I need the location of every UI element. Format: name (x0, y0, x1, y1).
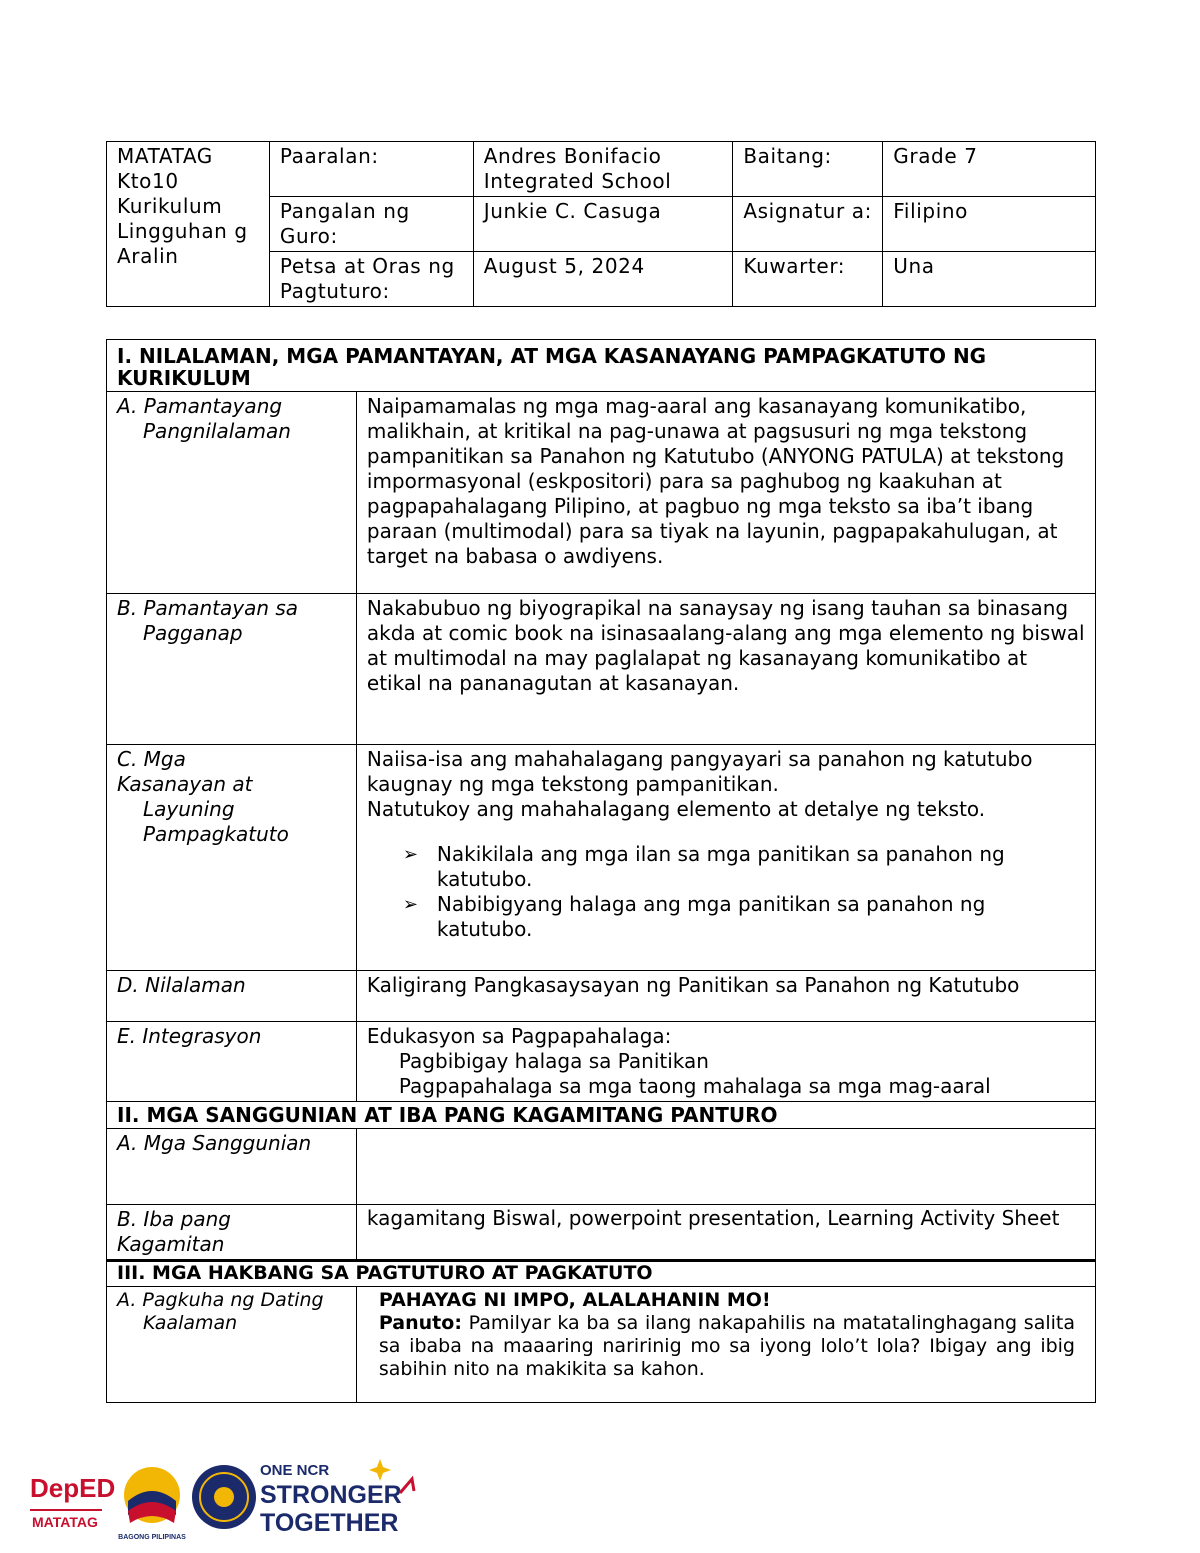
date-label: Petsa at Oras ng Pagtuturo: (269, 252, 473, 307)
row-text-integrasyon (356, 1022, 1095, 1102)
quarter-value: Una (883, 252, 1096, 307)
list-item: ➢ Nakikilala ang mga ilan sa mga panitikan sa panahon ng katutubo. (402, 842, 1005, 891)
ncr-seal-logo (192, 1465, 256, 1529)
teacher-label: Pangalan ng Guro: (269, 197, 473, 252)
logo-divider (30, 1509, 102, 1511)
row-text-sanggunian (356, 1129, 1095, 1205)
one-ncr-logo (260, 1459, 414, 1537)
row-text-kasanayan (356, 745, 1095, 971)
bagong-pilipinas-text: BAGONG PILIPINAS (118, 1534, 186, 1541)
list-item: ➢ Nabibigyang halaga ang mga panitikan sa panahon ng katutubo. (402, 892, 986, 941)
instructions-text: Pamilyar ka ba sa ilang nakapahilis na matatalinghagang salita sa ibaba na maaaring naririnig mo sa iyong lolo’t lola? Ibigay ang ibig sabihin nito na makikita sa kahon. (378, 1312, 1075, 1380)
one-ncr-text: ONE NCR (260, 1462, 330, 1479)
arrow-bullet-icon: ➢ (402, 894, 418, 915)
sparkle-icon (369, 1459, 391, 1481)
kasanayan-text-1: Naiisa-isa ang mahahalagang pangyayari sa panahon ng katutubo kaugnay ng mga tekstong pampanitikan. (366, 747, 1033, 796)
row-label-nilalaman: D. Nilalaman (107, 971, 357, 1022)
activity-heading: PAHAYAG NI IMPO, ALALAHANIN MO! (378, 1289, 771, 1311)
row-text-pamantayan-sa-pagganap: Nakabubuo ng biyograpikal na sanaysay ng isang tauhan sa binasang akda at comic book na isinasaalang-alang ang mga elemento ng biswal at multimodal na may paglalapat ng kasanayang komunikatibo at etikal na pananagutan at kasanayan. (356, 594, 1095, 745)
integrasyon-item: Pagbibigay halaga sa Panitikan (398, 1049, 709, 1073)
lesson-table (106, 339, 1096, 1403)
ncr-seal-center (214, 1487, 234, 1507)
label-line: B. Iba pang (117, 1207, 231, 1231)
grade-label: Baitang: (733, 142, 883, 197)
label-line: Kaalaman (143, 1312, 238, 1334)
arrow-bullet-icon: ➢ (402, 844, 418, 865)
bagong-pilipinas-logo (118, 1467, 186, 1541)
school-label: Paaralan: (269, 142, 473, 197)
row-text-dating-kaalaman (356, 1287, 1095, 1403)
row-label-pamantayang-pangnilalaman (107, 392, 357, 594)
label-line: A. Pamantayang (117, 394, 283, 418)
row-label-dating-kaalaman (107, 1287, 357, 1403)
date-value: August 5, 2024 (473, 252, 733, 307)
deped-logo-text: DepED (30, 1473, 116, 1503)
row-label-kasanayan (107, 745, 357, 971)
section-1-title: I. NILALAMAN, MGA PAMANTAYAN, AT MGA KASANAYANG PAMPAGKATUTO NG KURIKULUM (107, 340, 1096, 392)
label-line: Pagganap (143, 621, 243, 645)
section-3-title: III. MGA HAKBANG SA PAGTUTURO AT PAGKATUTO (107, 1261, 1096, 1287)
row-label-sanggunian: A. Mga Sanggunian (107, 1129, 357, 1205)
footer-logos (28, 1453, 428, 1543)
row-text-iba-pang-kagamitan: kagamitang Biswal, powerpoint presentation, Learning Activity Sheet (356, 1205, 1095, 1261)
integrasyon-heading: Edukasyon sa Pagpapahalaga: (366, 1024, 672, 1048)
integrasyon-item: Pagpapahalaga sa mga taong mahalaga sa mga mag-aaral (398, 1074, 991, 1098)
row-text-pamantayang-pangnilalaman: Naipamamalas ng mga mag-aaral ang kasanayang komunikatibo, malikhain, at kritikal na pag-unawa at pagsusuri ng mga tekstong pampanitikan sa Panahon ng Katutubo (ANYONG PATULA) at tekstong impormasyonal (eskpositori) para sa paghubog ng kaakuhan at pagpapahalagang Pilipino, at pagbuo ng mga teksto sa iba’t ibang paraan (multimodal) para sa tiyak na layunin, pagpapakahulugan, at target na babasa o awdiyens. (356, 392, 1095, 594)
label-line: Pangnilalaman (143, 419, 291, 443)
matatag-logo-text: MATATAG (32, 1514, 98, 1530)
label-line: B. Pamantayan sa (117, 596, 299, 620)
label-line: Kagamitan (117, 1232, 225, 1256)
school-value: Andres Bonifacio Integrated School (473, 142, 733, 197)
label-line: Pampagkatuto (143, 822, 289, 846)
label-line: Layuning (143, 797, 235, 821)
kasanayan-text-2: Natutukoy ang mahahalagang elemento at detalye ng teksto. (366, 797, 986, 821)
doc-title: MATATAG Kto10 Kurikulum Lingguhan g Aralin (107, 142, 270, 307)
subject-value: Filipino (883, 197, 1096, 252)
stronger-text: STRONGER (260, 1481, 402, 1509)
quarter-label: Kuwarter: (733, 252, 883, 307)
header-table (106, 141, 1096, 307)
together-text: TOGETHER (260, 1509, 399, 1537)
teacher-value: Junkie C. Casuga (473, 197, 733, 252)
grade-value: Grade 7 (883, 142, 1096, 197)
activity-instructions (379, 1312, 1075, 1381)
label-line: C. Mga Kasanayan at (117, 747, 253, 796)
label-line: A. Pagkuha ng Dating (117, 1289, 324, 1311)
subject-label: Asignatur a: (733, 197, 883, 252)
row-label-pamantayan-sa-pagganap (107, 594, 357, 745)
objective-list (367, 842, 1085, 942)
section-2-title: II. MGA SANGGUNIAN AT IBA PANG KAGAMITANG PANTURO (107, 1102, 1096, 1129)
instructions-label: Panuto: (378, 1312, 462, 1334)
row-label-iba-pang-kagamitan (107, 1205, 357, 1261)
row-text-nilalaman: Kaligirang Pangkasaysayan ng Panitikan sa Panahon ng Katutubo (356, 971, 1095, 1022)
row-label-integrasyon: E. Integrasyon (107, 1022, 357, 1102)
arrow-up-icon (400, 1479, 414, 1493)
deped-matatag-logo (30, 1473, 115, 1530)
